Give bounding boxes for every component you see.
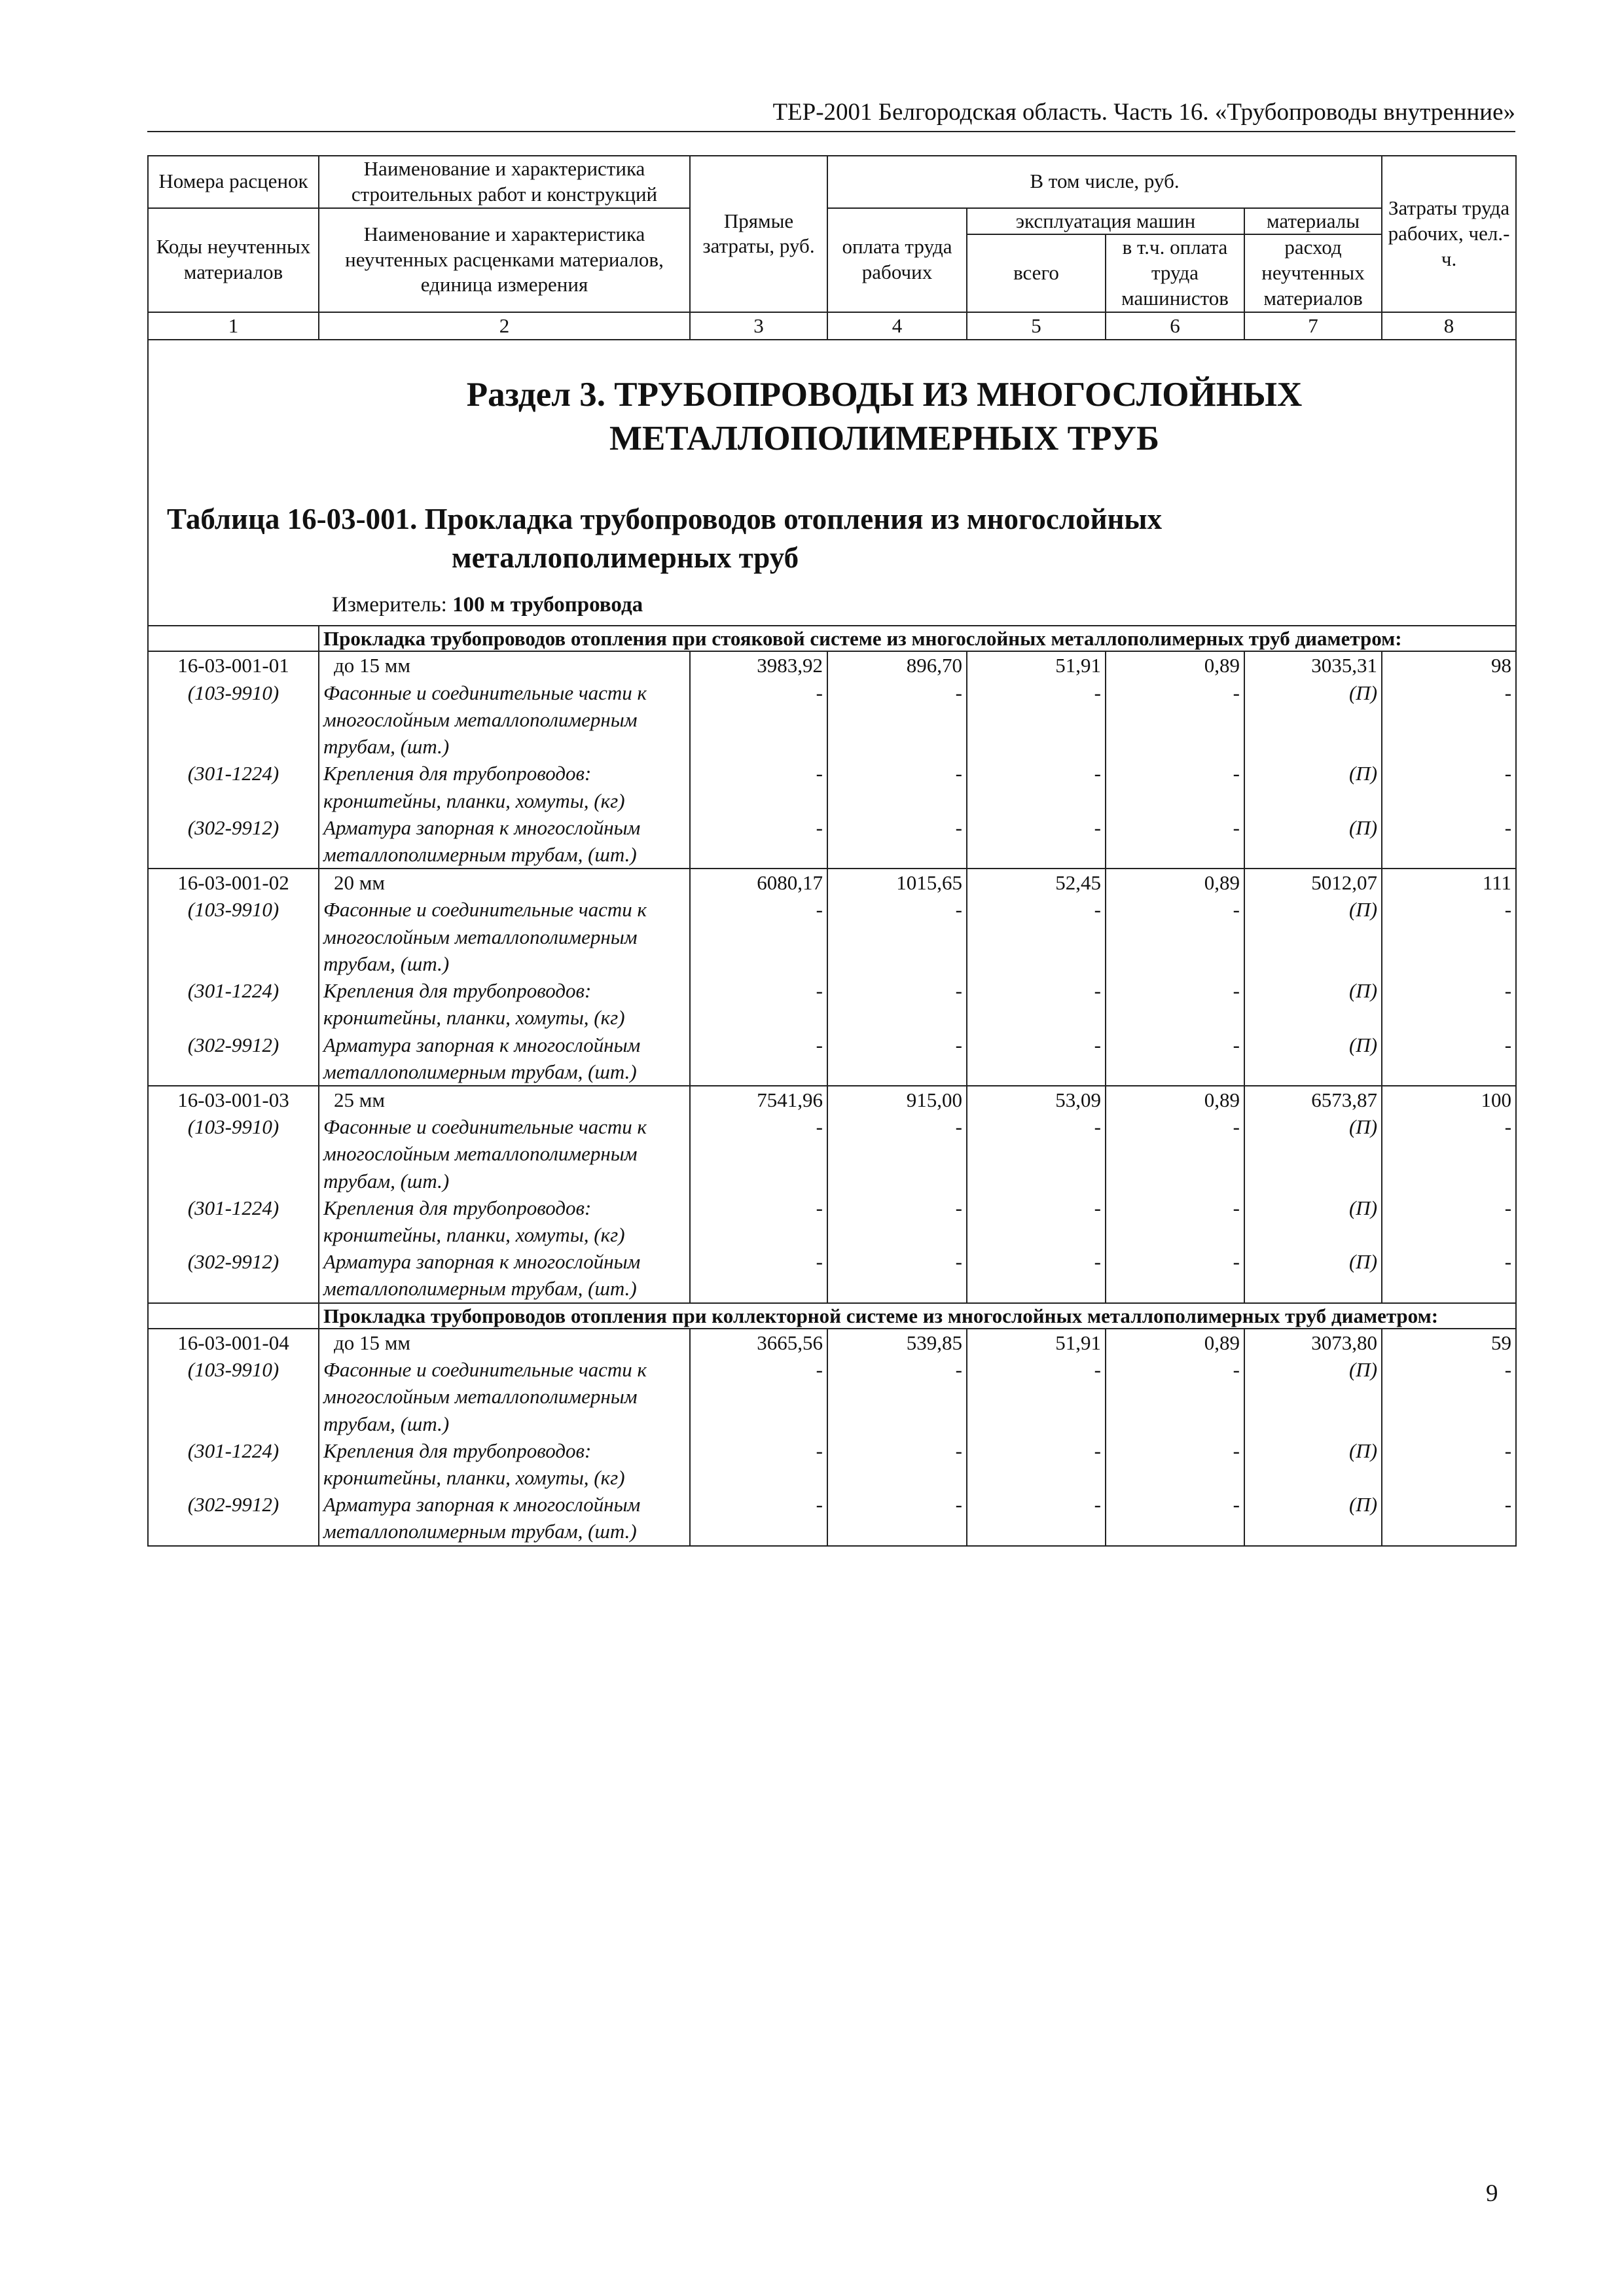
- material-value: -: [1382, 1113, 1516, 1194]
- material-value: -: [1382, 977, 1516, 1031]
- material-value: (П): [1244, 760, 1382, 814]
- material-row: [148, 977, 1516, 1031]
- material-name: Арматура запорная к многослойным металлополимерным трубам, (шт.): [319, 1248, 690, 1302]
- rate-code: 16-03-001-03: [148, 1086, 319, 1113]
- material-code: (103-9910): [148, 1113, 319, 1194]
- material-value: (П): [1244, 1248, 1382, 1302]
- group-title: Прокладка трубопроводов отопления при коллекторной системе из многослойных металлополимерных труб диаметром:: [319, 1303, 1516, 1329]
- table-row: [148, 1086, 1516, 1113]
- section-title: Раздел 3. ТРУБОПРОВОДЫ ИЗ МНОГОСЛОЙНЫХ МЕТАЛЛОПОЛИМЕРНЫХ ТРУБ: [466, 375, 1303, 458]
- table-row: [148, 869, 1516, 896]
- group-spacer: [148, 1303, 319, 1329]
- material-value: -: [1382, 1031, 1516, 1086]
- material-value: (П): [1244, 1031, 1382, 1086]
- group-header-row: [148, 1303, 1516, 1329]
- material-value: (П): [1244, 679, 1382, 761]
- rate-value: 3983,92: [690, 651, 827, 679]
- rate-name: до 15 мм: [319, 1329, 690, 1356]
- material-code: (301-1224): [148, 1194, 319, 1248]
- material-value: -: [690, 896, 827, 977]
- material-value: -: [967, 1031, 1106, 1086]
- material-value: -: [690, 1437, 827, 1491]
- material-value: -: [967, 1248, 1106, 1302]
- material-code: (302-9912): [148, 1248, 319, 1302]
- th-machinist-wages: в т.ч. оплата труда машинистов: [1106, 234, 1244, 312]
- material-value: -: [827, 1113, 967, 1194]
- material-value: (П): [1244, 1437, 1382, 1491]
- rate-value: 3073,80: [1244, 1329, 1382, 1356]
- material-value: (П): [1244, 814, 1382, 869]
- material-name: Крепления для трубопроводов: кронштейны, планки, хомуты, (кг): [319, 977, 690, 1031]
- rate-value: 6080,17: [690, 869, 827, 896]
- material-value: -: [1106, 814, 1244, 869]
- col-num: 7: [1244, 312, 1382, 340]
- th-materials: материалы: [1244, 208, 1382, 235]
- rate-value: 111: [1382, 869, 1516, 896]
- rate-value: 0,89: [1106, 869, 1244, 896]
- material-value: -: [690, 1194, 827, 1248]
- material-value: -: [1382, 1248, 1516, 1302]
- material-value: -: [827, 1194, 967, 1248]
- material-value: -: [827, 1248, 967, 1302]
- material-name: Арматура запорная к многослойным металлополимерным трубам, (шт.): [319, 814, 690, 869]
- material-value: -: [1106, 760, 1244, 814]
- material-value: -: [690, 1356, 827, 1437]
- rate-value: 53,09: [967, 1086, 1106, 1113]
- rate-name: до 15 мм: [319, 651, 690, 679]
- th-rate-numbers: Номера расценок: [148, 156, 319, 208]
- material-value: -: [967, 1437, 1106, 1491]
- material-value: -: [690, 1113, 827, 1194]
- rate-value: 3665,56: [690, 1329, 827, 1356]
- table-row: [148, 1329, 1516, 1356]
- material-value: -: [1106, 1491, 1244, 1545]
- th-work-name: Наименование и характеристика строительных работ и конструкций: [319, 156, 690, 208]
- material-name: Крепления для трубопроводов: кронштейны, планки, хомуты, (кг): [319, 1194, 690, 1248]
- material-row: [148, 679, 1516, 761]
- material-value: -: [690, 760, 827, 814]
- material-value: -: [690, 1248, 827, 1302]
- material-value: (П): [1244, 1113, 1382, 1194]
- table-title-line2: металлополимерных труб: [452, 541, 799, 574]
- material-value: -: [967, 760, 1106, 814]
- material-value: -: [967, 977, 1106, 1031]
- material-value: -: [1382, 1356, 1516, 1437]
- material-value: -: [967, 1491, 1106, 1545]
- material-value: -: [1106, 1437, 1244, 1491]
- rate-value: 539,85: [827, 1329, 967, 1356]
- material-row: [148, 1356, 1516, 1437]
- material-code: (302-9912): [148, 1031, 319, 1086]
- material-row: [148, 760, 1516, 814]
- material-name: Крепления для трубопроводов: кронштейны, планки, хомуты, (кг): [319, 1437, 690, 1491]
- material-value: -: [1106, 1194, 1244, 1248]
- rate-value: 0,89: [1106, 1329, 1244, 1356]
- material-value: -: [1106, 679, 1244, 761]
- th-machine-operation: эксплуатация машин: [967, 208, 1244, 235]
- rate-value: 100: [1382, 1086, 1516, 1113]
- material-value: -: [827, 814, 967, 869]
- material-value: -: [1382, 1491, 1516, 1545]
- rate-value: 51,91: [967, 1329, 1106, 1356]
- material-value: -: [1382, 1194, 1516, 1248]
- page-number: 9: [1486, 2180, 1498, 2207]
- material-name: Крепления для трубопроводов: кронштейны, планки, хомуты, (кг): [319, 760, 690, 814]
- material-value: -: [1106, 977, 1244, 1031]
- material-value: -: [1382, 679, 1516, 761]
- th-material-codes: Коды неучтенных материалов: [148, 208, 319, 312]
- material-code: (302-9912): [148, 814, 319, 869]
- col-num: 1: [148, 312, 319, 340]
- material-value: -: [827, 1031, 967, 1086]
- material-name: Фасонные и соединительные части к многослойным металлополимерным трубам, (шт.): [319, 1113, 690, 1194]
- material-value: -: [967, 1356, 1106, 1437]
- group-spacer: [148, 626, 319, 651]
- material-value: -: [967, 1194, 1106, 1248]
- material-value: -: [827, 1491, 967, 1545]
- material-code: (103-9910): [148, 896, 319, 977]
- section-header: [148, 340, 1516, 626]
- group-title: Прокладка трубопроводов отопления при стояковой системе из многослойных металлополимерных труб диаметром:: [319, 626, 1516, 651]
- material-value: -: [1382, 814, 1516, 869]
- th-direct-costs: Прямые затраты, руб.: [690, 156, 827, 312]
- th-including: В том числе, руб.: [827, 156, 1382, 208]
- material-value: (П): [1244, 896, 1382, 977]
- rate-value: 6573,87: [1244, 1086, 1382, 1113]
- table-title: [167, 500, 1515, 577]
- rate-code: 16-03-001-01: [148, 651, 319, 679]
- th-material-usage: расход неучтенных материалов: [1244, 234, 1382, 312]
- material-row: [148, 1491, 1516, 1545]
- rate-value: 52,45: [967, 869, 1106, 896]
- rate-name: 25 мм: [319, 1086, 690, 1113]
- material-value: -: [827, 1437, 967, 1491]
- material-value: -: [827, 896, 967, 977]
- th-machine-total: всего: [967, 234, 1106, 312]
- running-header: ТЕР-2001 Белгородская область. Часть 16. «Трубопроводы внутренние»: [147, 98, 1515, 132]
- col-num: 4: [827, 312, 967, 340]
- material-value: -: [827, 760, 967, 814]
- material-row: [148, 814, 1516, 869]
- material-row: [148, 896, 1516, 977]
- material-value: -: [690, 1031, 827, 1086]
- material-value: -: [967, 814, 1106, 869]
- rate-name: 20 мм: [319, 869, 690, 896]
- rate-value: 51,91: [967, 651, 1106, 679]
- material-value: -: [1106, 1248, 1244, 1302]
- measure-label: Измеритель:: [332, 593, 447, 617]
- th-worker-wages: оплата труда рабочих: [827, 208, 967, 312]
- material-row: [148, 1113, 1516, 1194]
- material-value: -: [1382, 760, 1516, 814]
- rate-code: 16-03-001-04: [148, 1329, 319, 1356]
- material-code: (301-1224): [148, 977, 319, 1031]
- material-value: -: [1106, 1113, 1244, 1194]
- material-name: Фасонные и соединительные части к многослойным металлополимерным трубам, (шт.): [319, 896, 690, 977]
- material-name: Арматура запорная к многослойным металлополимерным трубам, (шт.): [319, 1031, 690, 1086]
- material-value: -: [827, 679, 967, 761]
- rate-value: 0,89: [1106, 651, 1244, 679]
- rate-value: 5012,07: [1244, 869, 1382, 896]
- material-value: -: [1106, 1031, 1244, 1086]
- material-value: -: [1106, 1356, 1244, 1437]
- col-num: 8: [1382, 312, 1516, 340]
- material-value: -: [690, 977, 827, 1031]
- rate-value: 915,00: [827, 1086, 967, 1113]
- material-code: (301-1224): [148, 760, 319, 814]
- table-title-line1: Таблица 16-03-001. Прокладка трубопроводов отопления из многослойных: [167, 503, 1163, 536]
- measure-value: 100 м трубопровода: [452, 593, 643, 617]
- th-labor-costs: Затраты труда рабочих, чел.-ч.: [1382, 156, 1516, 312]
- material-value: -: [967, 1113, 1106, 1194]
- material-value: -: [967, 896, 1106, 977]
- material-value: -: [1106, 896, 1244, 977]
- rate-value: 7541,96: [690, 1086, 827, 1113]
- material-name: Фасонные и соединительные части к многослойным металлополимерным трубам, (шт.): [319, 679, 690, 761]
- material-value: -: [690, 679, 827, 761]
- th-material-name: Наименование и характеристика неучтенных расценками материалов, единица измерения: [319, 208, 690, 312]
- material-value: -: [827, 1356, 967, 1437]
- col-num: 5: [967, 312, 1106, 340]
- material-code: (302-9912): [148, 1491, 319, 1545]
- material-value: (П): [1244, 1491, 1382, 1545]
- material-row: [148, 1031, 1516, 1086]
- rates-table: [147, 155, 1517, 1547]
- material-value: -: [827, 977, 967, 1031]
- material-row: [148, 1437, 1516, 1491]
- rate-value: 896,70: [827, 651, 967, 679]
- material-name: Арматура запорная к многослойным металлополимерным трубам, (шт.): [319, 1491, 690, 1545]
- table-row: [148, 651, 1516, 679]
- material-value: -: [967, 679, 1106, 761]
- table-body: [148, 626, 1516, 1545]
- rate-value: 1015,65: [827, 869, 967, 896]
- material-value: -: [1382, 896, 1516, 977]
- rate-value: 3035,31: [1244, 651, 1382, 679]
- col-num: 6: [1106, 312, 1244, 340]
- material-value: (П): [1244, 1356, 1382, 1437]
- material-code: (103-9910): [148, 1356, 319, 1437]
- column-numbers-row: [148, 312, 1516, 340]
- group-header-row: [148, 626, 1516, 651]
- material-value: (П): [1244, 977, 1382, 1031]
- material-value: -: [690, 1491, 827, 1545]
- col-num: 2: [319, 312, 690, 340]
- material-value: -: [690, 814, 827, 869]
- material-code: (103-9910): [148, 679, 319, 761]
- material-value: (П): [1244, 1194, 1382, 1248]
- material-row: [148, 1194, 1516, 1248]
- material-name: Фасонные и соединительные части к многослойным металлополимерным трубам, (шт.): [319, 1356, 690, 1437]
- rate-code: 16-03-001-02: [148, 869, 319, 896]
- material-code: (301-1224): [148, 1437, 319, 1491]
- measure-unit: [332, 591, 1515, 620]
- material-value: -: [1382, 1437, 1516, 1491]
- rate-value: 0,89: [1106, 1086, 1244, 1113]
- rate-value: 59: [1382, 1329, 1516, 1356]
- rate-value: 98: [1382, 651, 1516, 679]
- material-row: [148, 1248, 1516, 1302]
- col-num: 3: [690, 312, 827, 340]
